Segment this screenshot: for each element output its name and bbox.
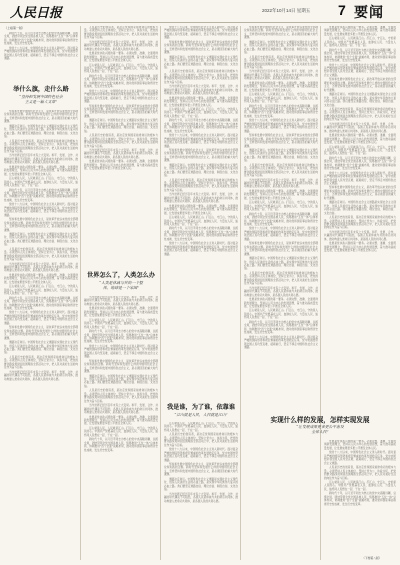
newspaper-logo: 人民日报	[10, 6, 63, 21]
body-column-5b	[324, 440, 396, 550]
paragraph: 发展是党执政兴国的第一要务。必须完整、准确、全面贯彻新发展理念，坚持以人民为中心的发展思想，着力推动高质量发展，让发展成果更多更公平惠及全体人民。	[84, 415, 158, 426]
paragraph: 党的十八大以来，中国特色社会主义进入新时代。面对复杂严峻的国际形势和艰巨繁重的改革发展稳定任务，党中央团结带领全国人民攻坚克难、砥砺前行，坚定不移走中国特色社会主义道路。	[84, 344, 158, 359]
paragraph: 发展是党执政兴国的第一要务。必须完整、准确、全面贯彻新发展理念，坚持以人民为中心的发展思想，着力推动高质量发展，让发展成果更多更公平惠及全体人民。	[244, 298, 318, 308]
paragraph: 发展是党执政兴国的第一要务。必须完整、准确、全面贯彻新发展理念，坚持以人民为中心的发展思想，着力推动高质量发展，让发展成果更多更公平惠及全体人民。	[84, 52, 158, 63]
paragraph: 道路决定命运。中国特色社会主义道路是实现社会主义现代化、创造人民美好生活的必由之路，是实现中华民族伟大复兴的必由之路。我们要坚定道路自信、理论自信、制度自信、文化自信。	[84, 374, 158, 388]
paragraph: 发展是党执政兴国的第一要务。必须完整、准确、全面贯彻新发展理念，坚持以人民为中心的发展思想，着力推动高质量发展，让发展成果更多更公平惠及全体人民。	[244, 189, 318, 200]
page-number: 7	[338, 2, 346, 18]
paragraph: 人民是历史的创造者，是决定党和国家前途命运的根本力量。必须坚持人民主体地位，坚持立党为公、执政为民，把党的群众路线贯彻到治国理政全部活动之中，把人民对美好生活的向往作为奋斗目标。	[84, 134, 158, 148]
paragraph: 江山就是人民，人民就是江山。打江山、守江山，守的是人民的心。中国共产党根基在人民、血脉在人民、力量在人民，始终同人民想在一起、干在一起。	[4, 177, 78, 188]
body-column-1	[4, 32, 78, 82]
paragraph: 道路决定命运。中国特色社会主义道路是实现社会主义现代化、创造人民美好生活的必由之路，是实现中华民族伟大复兴的必由之路。我们要坚定道路自信、理论自信、制度自信、文化自信。	[84, 119, 158, 133]
paragraph: 江山就是人民，人民就是江山。打江山、守江山，守的是人民的心。中国共产党根基在人民、血脉在人民、力量在人民，始终同人民想在一起、干在一起。	[84, 63, 158, 74]
paragraph: 江山就是人民，人民就是江山。打江山、守江山，守的是人民的心。中国共产党根基在人民、血脉在人民、力量在人民，始终同人民想在一起、干在一起。	[244, 93, 318, 104]
column-divider	[80, 26, 81, 560]
paragraph: 党的十八大以来，中国特色社会主义进入新时代。面对复杂严峻的国际形势和艰巨繁重的改革发展稳定任务，党中央团结带领全国人民攻坚克难、砥砺前行，坚定不移走中国特色社会主义道路。	[4, 311, 78, 325]
paragraph: 发展是党执政兴国的第一要务。必须完整、准确、全面贯彻新发展理念，坚持以人民为中心的发展思想，着力推动高质量发展，让发展成果更多更公平惠及全体人民。	[4, 165, 78, 176]
paragraph: 道路决定命运。中国特色社会主义道路是实现社会主义现代化、创造人民美好生活的必由之路，是实现中华民族伟大复兴的必由之路。我们要坚定道路自信、理论自信、制度自信、文化自信。	[164, 55, 238, 69]
article-4-subhead-line-2: 全体人民”	[311, 429, 329, 434]
issue-date: 2022年10月14日 星期五	[262, 8, 311, 13]
paragraph: 当今世界正经历百年未有之大变局。和平、发展、合作、共赢的时代潮流不可阻挡，各国人民是休戚与共的命运共同体，推动构建人类命运共同体，是各国人民的共同心愿。	[4, 154, 78, 165]
paragraph: 新时代十年，以习近平同志为核心的党中央高瞻远瞩、总揽全局，团结带领全党全国各族人民，统筹推进“五位一体”总体布局，协调推进“四个全面”战略布局，推动党和国家事业取得历史性成就、发生历史性变革。	[324, 48, 396, 63]
paragraph: 新时代十年，以习近平同志为核心的党中央高瞻远瞩、总揽全局，团结带领全党全国各族人民，统筹推进“五位一体”总体布局，协调推进“四个全面”战略布局，推动党和国家事业取得历史性成就、发生历史性变革。	[4, 188, 78, 202]
paragraph: 坚持和发展中国特色社会主义，是改革开放以来党的全部理论和实践的主题。新时代坚持和发展什么样的中国特色社会主义、怎样坚持和发展中国特色社会主义，是必须回答的重大时代课题。	[164, 148, 238, 163]
paragraph: 党的十八大以来，中国特色社会主义进入新时代。面对复杂严峻的国际形势和艰巨繁重的改革发展稳定任务，党中央团结带领全国人民攻坚克难、砥砺前行，坚定不移走中国特色社会主义道路。	[324, 63, 396, 77]
paragraph: 江山就是人民，人民就是江山。打江山、守江山，守的是人民的心。中国共产党根基在人民、血脉在人民、力量在人民，始终同人民想在一起、干在一起。	[164, 422, 238, 432]
paragraph: 当今世界正经历百年未有之大变局。和平、发展、合作、共赢的时代潮流不可阻挡，各国人民是休戚与共的命运共同体，推动构建人类命运共同体，是各国人民的共同心愿。	[324, 122, 396, 133]
paragraph: 人民是历史的创造者，是决定党和国家前途命运的根本力量。必须坚持人民主体地位，坚持立党为公、执政为民，把党的群众路线贯彻到治国理政全部活动之中，把人民对美好生活的向往作为奋斗目标。	[84, 26, 158, 40]
paragraph: 发展是党执政兴国的第一要务。必须完整、准确、全面贯彻新发展理念，坚持以人民为中心的发展思想，着力推动高质量发展，让发展成果更多更公平惠及全体人民。	[164, 96, 238, 107]
paragraph: 新时代十年，以习近平同志为核心的党中央高瞻远瞩、总揽全局，团结带领全党全国各族人民，统筹推进“五位一体”总体布局，协调推进“四个全面”战略布局，推动党和国家事业取得历史性成就、发生历史性变革。	[84, 74, 158, 89]
article-1-heading	[4, 86, 78, 104]
article-1-subhead-line-1: “坚持和发展中国特色社会	[19, 94, 63, 99]
paragraph: 道路决定命运。中国特色社会主义道路是实现社会主义现代化、创造人民美好生活的必由之路，是实现中华民族伟大复兴的必由之路。我们要坚定道路自信、理论自信、制度自信、文化自信。	[4, 124, 78, 139]
paragraph: 新时代十年，以习近平同志为核心的党中央高瞻远瞩、总揽全局，团结带领全党全国各族人民，统筹推进“五位一体”总体布局，协调推进“四个全面”战略布局，推动党和国家事业取得历史性成就、发生历史性变革。	[84, 330, 158, 344]
paragraph: 坚持和发展中国特色社会主义，是改革开放以来党的全部理论和实践的主题。新时代坚持和发展什么样的中国特色社会主义、怎样坚持和发展中国特色社会主义，是必须回答的重大时代课题。	[244, 134, 318, 148]
column-divider	[240, 26, 241, 560]
paragraph: 党的十八大以来，中国特色社会主义进入新时代。面对复杂严峻的国际形势和艰巨繁重的改革发展稳定任务，党中央团结带领全国人民攻坚克难、砥砺前行，坚定不移走中国特色社会主义道路。	[164, 242, 238, 256]
paragraph: 党的十八大以来，中国特色社会主义进入新时代。面对复杂严峻的国际形势和艰巨繁重的改革发展稳定任务，党中央团结带领全国人民攻坚克难、砥砺前行，坚定不移走中国特色社会主义道路。	[324, 451, 396, 465]
paragraph: 新时代十年，以习近平同志为核心的党中央高瞻远瞩、总揽全局，团结带领全党全国各族人民，统筹推进“五位一体”总体布局，协调推进“四个全面”战略布局，推动党和国家事业取得历史性成就、发生历史性变革。	[84, 438, 158, 452]
section-name: 要闻	[354, 5, 384, 21]
paragraph: 人民是历史的创造者，是决定党和国家前途命运的根本力量。必须坚持人民主体地位，坚持立党为公、执政为民，把党的群众路线贯彻到治国理政全部活动之中，把人民对美好生活的向往作为奋斗目标。	[4, 139, 78, 153]
article-2-subhead-line-2: 体，地球是一个家园”	[102, 285, 140, 290]
paragraph: 当今世界正经历百年未有之大变局。和平、发展、合作、共赢的时代潮流不可阻挡，各国人民是休戚与共的命运共同体，推动构建人类命运共同体，是各国人民的共同心愿。	[324, 230, 396, 241]
body-column-1b	[4, 110, 78, 558]
paragraph: 当今世界正经历百年未有之大变局。和平、发展、合作、共赢的时代潮流不可阻挡，各国人民是休戚与共的命运共同体，推动构建人类命运共同体，是各国人民的共同心愿。	[84, 40, 158, 51]
paragraph: 新时代十年，以习近平同志为核心的党中央高瞻远瞩、总揽全局，团结带领全党全国各族人民，统筹推进“五位一体”总体布局，协调推进“四个全面”战略布局，推动党和国家事业取得历史性成就、发生历史性变革。	[324, 156, 396, 171]
paragraph: 党的十八大以来，中国特色社会主义进入新时代。面对复杂严峻的国际形势和艰巨繁重的改革发展稳定任务，党中央团结带领全国人民攻坚克难、砥砺前行，坚定不移走中国特色社会主义道路。	[244, 335, 318, 349]
paragraph: 江山就是人民，人民就是江山。打江山、守江山，守的是人民的心。中国共产党根基在人民、血脉在人民、力量在人民，始终同人民想在一起、干在一起。	[324, 37, 396, 48]
paragraph: 发展是党执政兴国的第一要务。必须完整、准确、全面贯彻新发展理念，坚持以人民为中心的发展思想，着力推动高质量发展，让发展成果更多更公平惠及全体人民。	[324, 26, 396, 36]
paragraph: 党的十八大以来，中国特色社会主义进入新时代。面对复杂严峻的国际形势和艰巨繁重的改革发展稳定任务，党中央团结带领全国人民攻坚克难、砥砺前行，坚定不移走中国特色社会主义道路。	[84, 89, 158, 104]
paragraph: 党的十八大以来，中国特色社会主义进入新时代。面对复杂严峻的国际形势和艰巨繁重的改革发展稳定任务，党中央团结带领全国人民攻坚克难、砥砺前行，坚定不移走中国特色社会主义道路。	[324, 171, 396, 186]
paragraph: 坚持和发展中国特色社会主义，是改革开放以来党的全部理论和实践的主题。新时代坚持和发展什么样的中国特色社会主义、怎样坚持和发展中国特色社会主义，是必须回答的重大时代课题。	[324, 186, 396, 200]
paragraph: 新时代十年，以习近平同志为核心的党中央高瞻远瞩、总揽全局，团结带领全党全国各族人民，统筹推进“五位一体”总体布局，协调推进“四个全面”战略布局，推动党和国家事业取得历史性成就、发生历史性变革。	[164, 119, 238, 133]
paragraph: 坚持和发展中国特色社会主义，是改革开放以来党的全部理论和实践的主题。新时代坚持和发展什么样的中国特色社会主义、怎样坚持和发展中国特色社会主义，是必须回答的重大时代课题。	[324, 78, 396, 92]
paragraph: 道路决定命运。中国特色社会主义道路是实现社会主义现代化、创造人民美好生活的必由之路，是实现中华民族伟大复兴的必由之路。我们要坚定道路自信、理论自信、制度自信、文化自信。	[4, 232, 78, 247]
paragraph: 发展是党执政兴国的第一要务。必须完整、准确、全面贯彻新发展理念，坚持以人民为中心的发展思想，着力推动高质量发展，让发展成果更多更公平惠及全体人民。	[84, 160, 158, 171]
paragraph: 当今世界正经历百年未有之大变局。和平、发展、合作、共赢的时代潮流不可阻挡，各国人民是休戚与共的命运共同体，推动构建人类命运共同体，是各国人民的共同心愿。	[244, 286, 318, 297]
paragraph: 当今世界正经历百年未有之大变局。和平、发展、合作、共赢的时代潮流不可阻挡，各国人民是休戚与共的命运共同体，推动构建人类命运共同体，是各国人民的共同心愿。	[164, 492, 238, 503]
paragraph: 坚持和发展中国特色社会主义，是改革开放以来党的全部理论和实践的主题。新时代坚持和发展什么样的中国特色社会主义、怎样坚持和发展中国特色社会主义，是必须回答的重大时代课题。	[244, 26, 318, 40]
body-column-3	[164, 26, 238, 400]
article-3-subhead-line-1: “江山就是人民，人民就是江山”	[174, 412, 228, 417]
paragraph: 当今世界正经历百年未有之大变局。和平、发展、合作、共赢的时代潮流不可阻挡，各国人民是休戚与共的命运共同体，推动构建人类命运共同体，是各国人民的共同心愿。	[164, 193, 238, 204]
article-2-headline: 世界怎么了，人类怎么办	[86, 272, 156, 279]
paragraph: 新时代十年，以习近平同志为核心的党中央高瞻远瞩、总揽全局，团结带领全党全国各族人民，统筹推进“五位一体”总体布局，协调推进“四个全面”战略布局，推动党和国家事业取得历史性成就、发生历史性变革。	[244, 104, 318, 118]
paragraph: 坚持和发展中国特色社会主义，是改革开放以来党的全部理论和实践的主题。新时代坚持和发展什么样的中国特色社会主义、怎样坚持和发展中国特色社会主义，是必须回答的重大时代课题。	[84, 359, 158, 374]
paragraph: 新时代十年，以习近平同志为核心的党中央高瞻远瞩、总揽全局，团结带领全党全国各族人民，统筹推进“五位一体”总体布局，协调推进“四个全面”战略布局，推动党和国家事业取得历史性成就、发生历史性变革。	[324, 492, 396, 506]
paragraph: 道路决定命运。中国特色社会主义道路是实现社会主义现代化、创造人民美好生活的必由之路，是实现中华民族伟大复兴的必由之路。我们要坚定道路自信、理论自信、制度自信、文化自信。	[324, 201, 396, 215]
body-column-5	[324, 26, 396, 414]
body-column-3b	[164, 422, 238, 558]
paragraph: 坚持和发展中国特色社会主义，是改革开放以来党的全部理论和实践的主题。新时代坚持和发展什么样的中国特色社会主义、怎样坚持和发展中国特色社会主义，是必须回答的重大时代课题。	[4, 218, 78, 232]
paragraph: 江山就是人民，人民就是江山。打江山、守江山，守的是人民的心。中国共产党根基在人民、血脉在人民、力量在人民，始终同人民想在一起、干在一起。	[244, 309, 318, 320]
paragraph: 道路决定命运。中国特色社会主义道路是实现社会主义现代化、创造人民美好生活的必由之路，是实现中华民族伟大复兴的必由之路。我们要坚定道路自信、理论自信、制度自信、文化自信。	[164, 163, 238, 178]
paragraph: 人民是历史的创造者，是决定党和国家前途命运的根本力量。必须坚持人民主体地位，坚持立党为公、执政为民，把党的群众路线贯彻到治国理政全部活动之中，把人民对美好生活的向往作为奋斗目标。	[324, 216, 396, 230]
paragraph: 发展是党执政兴国的第一要务。必须完整、准确、全面贯彻新发展理念，坚持以人民为中心的发展思想，着力推动高质量发展，让发展成果更多更公平惠及全体人民。	[4, 273, 78, 284]
paragraph: 人民是历史的创造者，是决定党和国家前途命运的根本力量。必须坚持人民主体地位，坚持立党为公、执政为民，把党的群众路线贯彻到治国理政全部活动之中，把人民对美好生活的向往作为奋斗目标。	[244, 271, 318, 286]
paragraph: 发展是党执政兴国的第一要务。必须完整、准确、全面贯彻新发展理念，坚持以人民为中心的发展思想，着力推动高质量发展，让发展成果更多更公平惠及全体人民。	[164, 204, 238, 215]
paragraph: 发展是党执政兴国的第一要务。必须完整、准确、全面贯彻新发展理念，坚持以人民为中心的发展思想，着力推动高质量发展，让发展成果更多更公平惠及全体人民。	[324, 242, 396, 253]
article-3-heading	[164, 404, 238, 417]
paragraph: 坚持和发展中国特色社会主义，是改革开放以来党的全部理论和实践的主题。新时代坚持和发展什么样的中国特色社会主义、怎样坚持和发展中国特色社会主义，是必须回答的重大时代课题。	[164, 40, 238, 55]
paragraph: 人民是历史的创造者，是决定党和国家前途命运的根本力量。必须坚持人民主体地位，坚持立党为公、执政为民，把党的群众路线贯彻到治国理政全部活动之中，把人民对美好生活的向往作为奋斗目标。	[4, 355, 78, 370]
article-4-heading	[244, 416, 396, 434]
paragraph: 人民是历史的创造者，是决定党和国家前途命运的根本力量。必须坚持人民主体地位，坚持立党为公、执政为民，把党的群众路线贯彻到治国理政全部活动之中，把人民对美好生活的向往作为奋斗目标。	[4, 247, 78, 262]
paragraph: 新时代十年，以习近平同志为核心的党中央高瞻远瞩、总揽全局，团结带领全党全国各族人民，统筹推进“五位一体”总体布局，协调推进“四个全面”战略布局，推动党和国家事业取得历史性成就、发生历史性变革。	[244, 320, 318, 335]
column-divider	[320, 26, 321, 560]
column-divider	[160, 26, 161, 560]
paragraph: 新时代十年，以习近平同志为核心的党中央高瞻远瞩、总揽全局，团结带领全党全国各族人民，统筹推进“五位一体”总体布局，协调推进“四个全面”战略布局，推动党和国家事业取得历史性成就、发生历史性变革。	[244, 212, 318, 227]
paragraph: 道路决定命运。中国特色社会主义道路是实现社会主义现代化、创造人民美好生活的必由之路，是实现中华民族伟大复兴的必由之路。我们要坚定道路自信、理论自信、制度自信、文化自信。	[164, 477, 238, 492]
paragraph: 人民是历史的创造者，是决定党和国家前途命运的根本力量。必须坚持人民主体地位，坚持立党为公、执政为民，把党的群众路线贯彻到治国理政全部活动之中，把人民对美好生活的向往作为奋斗目标。	[324, 466, 396, 480]
paragraph: 道路决定命运。中国特色社会主义道路是实现社会主义现代化、创造人民美好生活的必由之路，是实现中华民族伟大复兴的必由之路。我们要坚定道路自信、理论自信、制度自信、文化自信。	[324, 93, 396, 107]
body-column-4	[244, 26, 318, 558]
paragraph: 江山就是人民，人民就是江山。打江山、守江山，守的是人民的心。中国共产党根基在人民、血脉在人民、力量在人民，始终同人民想在一起、干在一起。	[324, 480, 396, 491]
paragraph: 当今世界正经历百年未有之大变局。和平、发展、合作、共赢的时代潮流不可阻挡，各国人民是休戚与共的命运共同体，推动构建人类命运共同体，是各国人民的共同心愿。	[244, 70, 318, 81]
paragraph: 新时代十年，以习近平同志为核心的党中央高瞻远瞩、总揽全局，团结带领全党全国各族人民，统筹推进“五位一体”总体布局，协调推进“四个全面”战略布局，推动党和国家事业取得历史性成就、发生历史性变革。	[4, 296, 78, 311]
paragraph: 坚持和发展中国特色社会主义，是改革开放以来党的全部理论和实践的主题。新时代坚持和发展什么样的中国特色社会主义、怎样坚持和发展中国特色社会主义，是必须回答的重大时代课题。	[164, 462, 238, 477]
paragraph: 人民是历史的创造者，是决定党和国家前途命运的根本力量。必须坚持人民主体地位，坚持立党为公、执政为民，把党的群众路线贯彻到治国理政全部活动之中，把人民对美好生活的向往作为奋斗目标。	[324, 107, 396, 122]
paragraph: 当今世界正经历百年未有之大变局。和平、发展、合作、共赢的时代潮流不可阻挡，各国人民是休戚与共的命运共同体，推动构建人类命运共同体，是各国人民的共同心愿。	[4, 262, 78, 273]
paragraph: 发展是党执政兴国的第一要务。必须完整、准确、全面贯彻新发展理念，坚持以人民为中心的发展思想，着力推动高质量发展，让发展成果更多更公平惠及全体人民。	[324, 440, 396, 450]
paragraph: 江山就是人民，人民就是江山。打江山、守江山，守的是人民的心。中国共产党根基在人民、血脉在人民、力量在人民，始终同人民想在一起、干在一起。	[164, 216, 238, 227]
paragraph: 当今世界正经历百年未有之大变局。和平、发展、合作、共赢的时代潮流不可阻挡，各国人民是休戚与共的命运共同体，推动构建人类命运共同体，是各国人民的共同心愿。	[84, 404, 158, 415]
paragraph: 党的十八大以来，中国特色社会主义进入新时代。面对复杂严峻的国际形势和艰巨繁重的改革发展稳定任务，党中央团结带领全国人民攻坚克难、砥砺前行，坚定不移走中国特色社会主义道路。	[4, 46, 78, 61]
paragraph: 人民是历史的创造者，是决定党和国家前途命运的根本力量。必须坚持人民主体地位，坚持立党为公、执政为民，把党的群众路线贯彻到治国理政全部活动之中，把人民对美好生活的向往作为奋斗目标。	[84, 389, 158, 403]
continued-from-label: （上接第一版）	[4, 26, 26, 30]
paragraph: 当今世界正经历百年未有之大变局。和平、发展、合作、共赢的时代潮流不可阻挡，各国人民是休戚与共的命运共同体，推动构建人类命运共同体，是各国人民的共同心愿。	[164, 85, 238, 96]
paragraph: 道路决定命运。中国特色社会主义道路是实现社会主义现代化、创造人民美好生活的必由之路，是实现中华民族伟大复兴的必由之路。我们要坚定道路自信、理论自信、制度自信、文化自信。	[244, 148, 318, 163]
paragraph: 党的十八大以来，中国特色社会主义进入新时代。面对复杂严峻的国际形势和艰巨繁重的改革发展稳定任务，党中央团结带领全国人民攻坚克难、砥砺前行，坚定不移走中国特色社会主义道路。	[164, 448, 238, 462]
body-column-2b	[84, 296, 158, 558]
paragraph: 当今世界正经历百年未有之大变局。和平、发展、合作、共赢的时代潮流不可阻挡，各国人民是休戚与共的命运共同体，推动构建人类命运共同体，是各国人民的共同心愿。	[84, 148, 158, 159]
paragraph: 人民是历史的创造者，是决定党和国家前途命运的根本力量。必须坚持人民主体地位，坚持立党为公、执政为民，把党的群众路线贯彻到治国理政全部活动之中，把人民对美好生活的向往作为奋斗目标。	[164, 70, 238, 84]
paragraph: 坚持和发展中国特色社会主义，是改革开放以来党的全部理论和实践的主题。新时代坚持和发展什么样的中国特色社会主义、怎样坚持和发展中国特色社会主义，是必须回答的重大时代课题。	[84, 104, 158, 118]
paragraph: 坚持和发展中国特色社会主义，是改革开放以来党的全部理论和实践的主题。新时代坚持和发展什么样的中国特色社会主义、怎样坚持和发展中国特色社会主义，是必须回答的重大时代课题。	[4, 110, 78, 124]
paragraph: 发展是党执政兴国的第一要务。必须完整、准确、全面贯彻新发展理念，坚持以人民为中心的发展思想，着力推动高质量发展，让发展成果更多更公平惠及全体人民。	[244, 81, 318, 92]
paragraph: 江山就是人民，人民就是江山。打江山、守江山，守的是人民的心。中国共产党根基在人民、血脉在人民、力量在人民，始终同人民想在一起、干在一起。	[4, 285, 78, 296]
paragraph: 道路决定命运。中国特色社会主义道路是实现社会主义现代化、创造人民美好生活的必由之路，是实现中华民族伟大复兴的必由之路。我们要坚定道路自信、理论自信、制度自信、文化自信。	[244, 257, 318, 271]
article-1-subhead-line-2: 主义是一篇大文章”	[24, 99, 58, 104]
paragraph: 党的十八大以来，中国特色社会主义进入新时代。面对复杂严峻的国际形势和艰巨繁重的改革发展稳定任务，党中央团结带领全国人民攻坚克难、砥砺前行，坚定不移走中国特色社会主义道路。	[164, 26, 238, 40]
paragraph: 党的十八大以来，中国特色社会主义进入新时代。面对复杂严峻的国际形势和艰巨繁重的改革发展稳定任务，党中央团结带领全国人民攻坚克难、砥砺前行，坚定不移走中国特色社会主义道路。	[4, 203, 78, 217]
paragraph: 新时代十年，以习近平同志为核心的党中央高瞻远瞩、总揽全局，团结带领全党全国各族人民，统筹推进“五位一体”总体布局，协调推进“四个全面”战略布局，推动党和国家事业取得历史性成就、发生历史性变革。	[4, 32, 78, 46]
paragraph: 道路决定命运。中国特色社会主义道路是实现社会主义现代化、创造人民美好生活的必由之路，是实现中华民族伟大复兴的必由之路。我们要坚定道路自信、理论自信、制度自信、文化自信。	[244, 40, 318, 55]
paragraph: 江山就是人民，人民就是江山。打江山、守江山，守的是人民的心。中国共产党根基在人民、血脉在人民、力量在人民，始终同人民想在一起、干在一起。	[84, 426, 158, 437]
paragraph: 党的十八大以来，中国特色社会主义进入新时代。面对复杂严峻的国际形势和艰巨繁重的改革发展稳定任务，党中央团结带领全国人民攻坚克难、砥砺前行，坚定不移走中国特色社会主义道路。	[244, 119, 318, 133]
paragraph: 人民是历史的创造者，是决定党和国家前途命运的根本力量。必须坚持人民主体地位，坚持立党为公、执政为民，把党的群众路线贯彻到治国理政全部活动之中，把人民对美好生活的向往作为奋斗目标。	[244, 55, 318, 69]
masthead	[0, 0, 400, 23]
paragraph: 党的十八大以来，中国特色社会主义进入新时代。面对复杂严峻的国际形势和艰巨繁重的改革发展稳定任务，党中央团结带领全国人民攻坚克难、砥砺前行，坚定不移走中国特色社会主义道路。	[244, 227, 318, 241]
article-4-subhead-line-1: “让发展成果更多更公平惠及	[296, 424, 344, 429]
paragraph: 坚持和发展中国特色社会主义，是改革开放以来党的全部理论和实践的主题。新时代坚持和发展什么样的中国特色社会主义、怎样坚持和发展中国特色社会主义，是必须回答的重大时代课题。	[244, 242, 318, 256]
paragraph: 人民是历史的创造者，是决定党和国家前途命运的根本力量。必须坚持人民主体地位，坚持立党为公、执政为民，把党的群众路线贯彻到治国理政全部活动之中，把人民对美好生活的向往作为奋斗目标。	[244, 163, 318, 178]
continued-on-label: （下转第八版）	[362, 556, 382, 560]
paragraph: 江山就是人民，人民就是江山。打江山、守江山，守的是人民的心。中国共产党根基在人民、血脉在人民、力量在人民，始终同人民想在一起、干在一起。	[244, 201, 318, 212]
paragraph: 人民是历史的创造者，是决定党和国家前途命运的根本力量。必须坚持人民主体地位，坚持立党为公、执政为民，把党的群众路线贯彻到治国理政全部活动之中，把人民对美好生活的向往作为奋斗目标。	[164, 178, 238, 192]
paragraph: 当今世界正经历百年未有之大变局。和平、发展、合作、共赢的时代潮流不可阻挡，各国人民是休戚与共的命运共同体，推动构建人类命运共同体，是各国人民的共同心愿。	[4, 370, 78, 381]
article-2-subhead-line-1: “人类是休戚与共的一个整	[99, 280, 143, 285]
paragraph: 当今世界正经历百年未有之大变局。和平、发展、合作、共赢的时代潮流不可阻挡，各国人民是休戚与共的命运共同体，推动构建人类命运共同体，是各国人民的共同心愿。	[84, 296, 158, 306]
paragraph: 党的十八大以来，中国特色社会主义进入新时代。面对复杂严峻的国际形势和艰巨繁重的改革发展稳定任务，党中央团结带领全国人民攻坚克难、砥砺前行，坚定不移走中国特色社会主义道路。	[164, 134, 238, 148]
paragraph: 发展是党执政兴国的第一要务。必须完整、准确、全面贯彻新发展理念，坚持以人民为中心的发展思想，着力推动高质量发展，让发展成果更多更公平惠及全体人民。	[324, 134, 396, 145]
paragraph: 人民是历史的创造者，是决定党和国家前途命运的根本力量。必须坚持人民主体地位，坚持立党为公、执政为民，把党的群众路线贯彻到治国理政全部活动之中，把人民对美好生活的向往作为奋斗目标。	[164, 433, 238, 447]
body-column-2	[84, 26, 158, 266]
article-4-headline: 实现什么样的发展，怎样实现发展	[270, 416, 370, 424]
paragraph: 江山就是人民，人民就是江山。打江山、守江山，守的是人民的心。中国共产党根基在人民、血脉在人民、力量在人民，始终同人民想在一起、干在一起。	[84, 318, 158, 329]
paragraph: 当今世界正经历百年未有之大变局。和平、发展、合作、共赢的时代潮流不可阻挡，各国人民是休戚与共的命运共同体，推动构建人类命运共同体，是各国人民的共同心愿。	[244, 178, 318, 189]
paragraph: 坚持和发展中国特色社会主义，是改革开放以来党的全部理论和实践的主题。新时代坚持和发展什么样的中国特色社会主义、怎样坚持和发展中国特色社会主义，是必须回答的重大时代课题。	[4, 326, 78, 340]
paragraph: 江山就是人民，人民就是江山。打江山、守江山，守的是人民的心。中国共产党根基在人民、血脉在人民、力量在人民，始终同人民想在一起、干在一起。	[324, 145, 396, 156]
article-3-headline: 我是谁，为了谁，依靠谁	[166, 404, 236, 411]
paragraph: 发展是党执政兴国的第一要务。必须完整、准确、全面贯彻新发展理念，坚持以人民为中心的发展思想，着力推动高质量发展，让发展成果更多更公平惠及全体人民。	[84, 307, 158, 318]
paragraph: 新时代十年，以习近平同志为核心的党中央高瞻远瞩、总揽全局，团结带领全党全国各族人民，统筹推进“五位一体”总体布局，协调推进“四个全面”战略布局，推动党和国家事业取得历史性成就、发生历史性变革。	[164, 227, 238, 241]
article-2-heading	[84, 272, 158, 290]
article-1-headline: 举什么旗，走什么路	[13, 86, 69, 93]
paragraph: 道路决定命运。中国特色社会主义道路是实现社会主义现代化、创造人民美好生活的必由之路，是实现中华民族伟大复兴的必由之路。我们要坚定道路自信、理论自信、制度自信、文化自信。	[4, 341, 78, 355]
paragraph: 江山就是人民，人民就是江山。打江山、守江山，守的是人民的心。中国共产党根基在人民、血脉在人民、力量在人民，始终同人民想在一起、干在一起。	[164, 107, 238, 118]
